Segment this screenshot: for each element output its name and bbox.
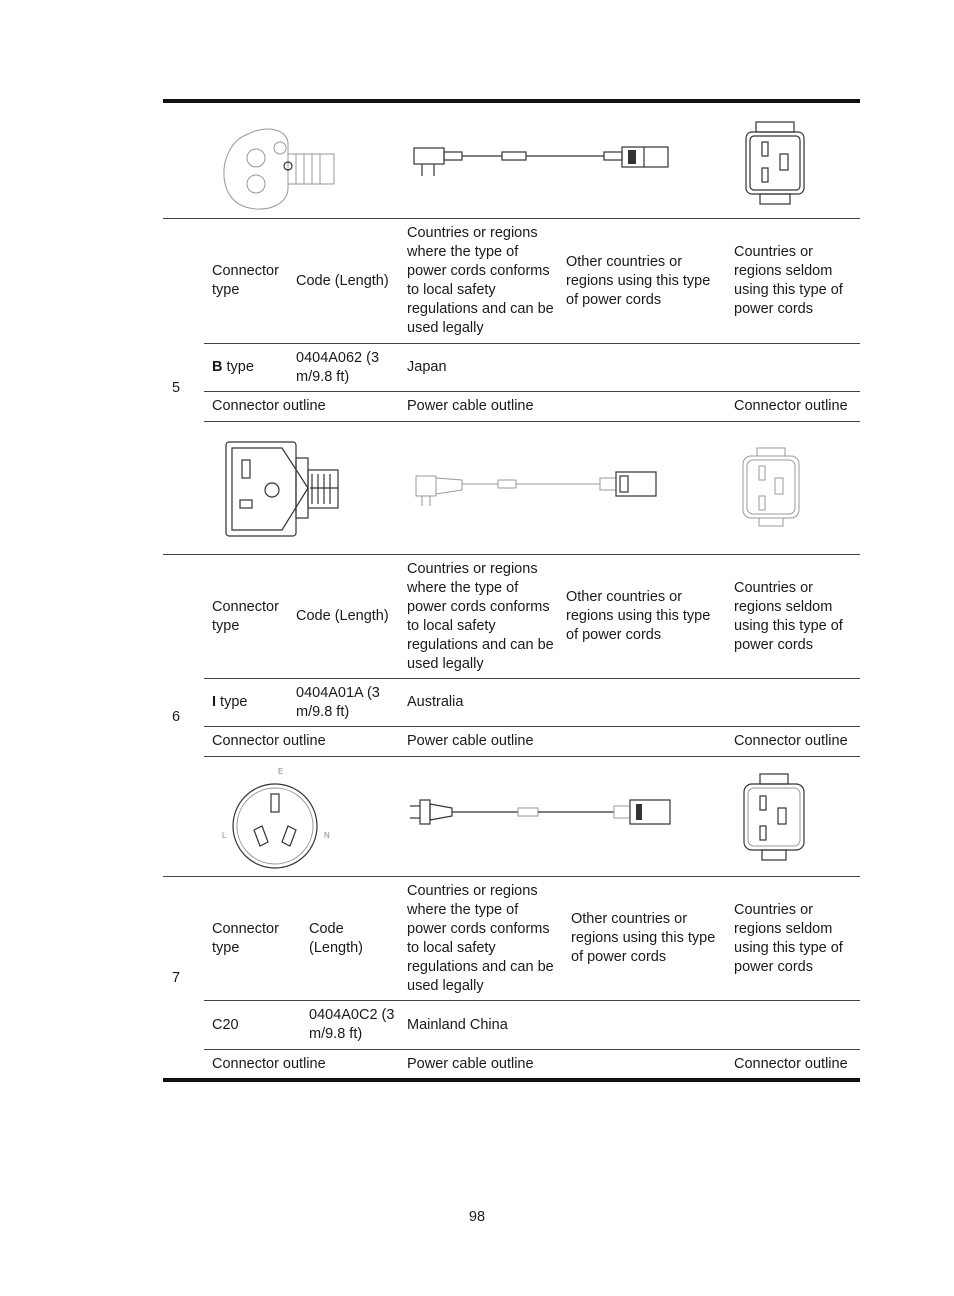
header-seldom-countries: Countries or regions seldom using this type of power cords (734, 244, 843, 317)
power-cable-drawing (412, 138, 674, 178)
c19-connector-drawing (741, 446, 801, 530)
label-connector-outline: Connector outline (212, 1056, 326, 1072)
row-rule (204, 421, 860, 422)
table-bottom-rule (163, 1078, 860, 1082)
header-countries-legal: Countries or regions where the type of power cords conforms to local safety regulations and can be used legally (407, 882, 554, 994)
header-connector-type: Connector type (212, 598, 279, 634)
label-connector-outline: Connector outline (734, 733, 848, 749)
power-cable-drawing (408, 796, 676, 830)
row-rule (204, 756, 860, 757)
label-power-cable-outline: Power cable outline (407, 733, 534, 749)
connector-type-value: B type (212, 359, 254, 375)
label-power-cable-outline: Power cable outline (407, 398, 534, 414)
countries-value: Australia (407, 694, 464, 710)
page-number: 98 (468, 1209, 486, 1225)
countries-value: Mainland China (407, 1016, 508, 1033)
header-code-length: Code (Length) (296, 272, 389, 289)
earth-pin-label: E (278, 767, 284, 776)
label-connector-outline: Connector outline (212, 733, 326, 749)
neutral-pin-label: N (324, 831, 330, 840)
header-countries-legal: Countries or regions where the type of power cords conforms to local safety regulations and can be used legally (407, 225, 554, 336)
header-other-countries: Other countries or regions using this type of power cords (566, 589, 711, 643)
table-top-rule (163, 99, 860, 103)
connector-type-value: I type (212, 694, 248, 710)
label-connector-outline: Connector outline (212, 398, 326, 414)
countries-value: Japan (407, 359, 447, 375)
power-cable-drawing (414, 468, 664, 510)
line-pin-label: L (222, 831, 227, 840)
header-countries-legal: Countries or regions where the type of power cords conforms to local safety regulations and can be used legally (407, 560, 554, 672)
code-value: 0404A062 (3 m/9.8 ft) (296, 349, 380, 385)
uk-plug-face-drawing (218, 126, 348, 211)
header-seldom-countries: Countries or regions seldom using this type of power cords (734, 901, 843, 975)
connector-type-value: C20 (212, 1016, 239, 1033)
c19-connector-drawing (744, 120, 806, 208)
b-type-plug-face-drawing (224, 440, 344, 540)
group-number: 7 (171, 970, 181, 986)
label-connector-outline: Connector outline (734, 398, 848, 414)
group-number: 6 (171, 709, 181, 725)
i-type-plug-face-drawing (220, 764, 340, 872)
header-connector-type: Connector type (212, 263, 279, 298)
header-code-length: Code (Length) (296, 608, 389, 624)
header-connector-type: Connector type (212, 920, 279, 956)
header-code-length: Code (Length) (309, 920, 364, 956)
code-value: 0404A0C2 (3 m/9.8 ft) (309, 1007, 395, 1042)
c19-connector-drawing (742, 772, 806, 864)
header-seldom-countries: Countries or regions seldom using this type of power cords (734, 579, 843, 653)
header-other-countries: Other countries or regions using this type of power cords (571, 911, 716, 965)
label-power-cable-outline: Power cable outline (407, 1056, 534, 1072)
group-number: 5 (171, 380, 181, 396)
header-other-countries: Other countries or regions using this type of power cords (566, 253, 711, 308)
code-value: 0404A01A (3 m/9.8 ft) (296, 684, 380, 720)
label-connector-outline: Connector outline (734, 1056, 848, 1072)
